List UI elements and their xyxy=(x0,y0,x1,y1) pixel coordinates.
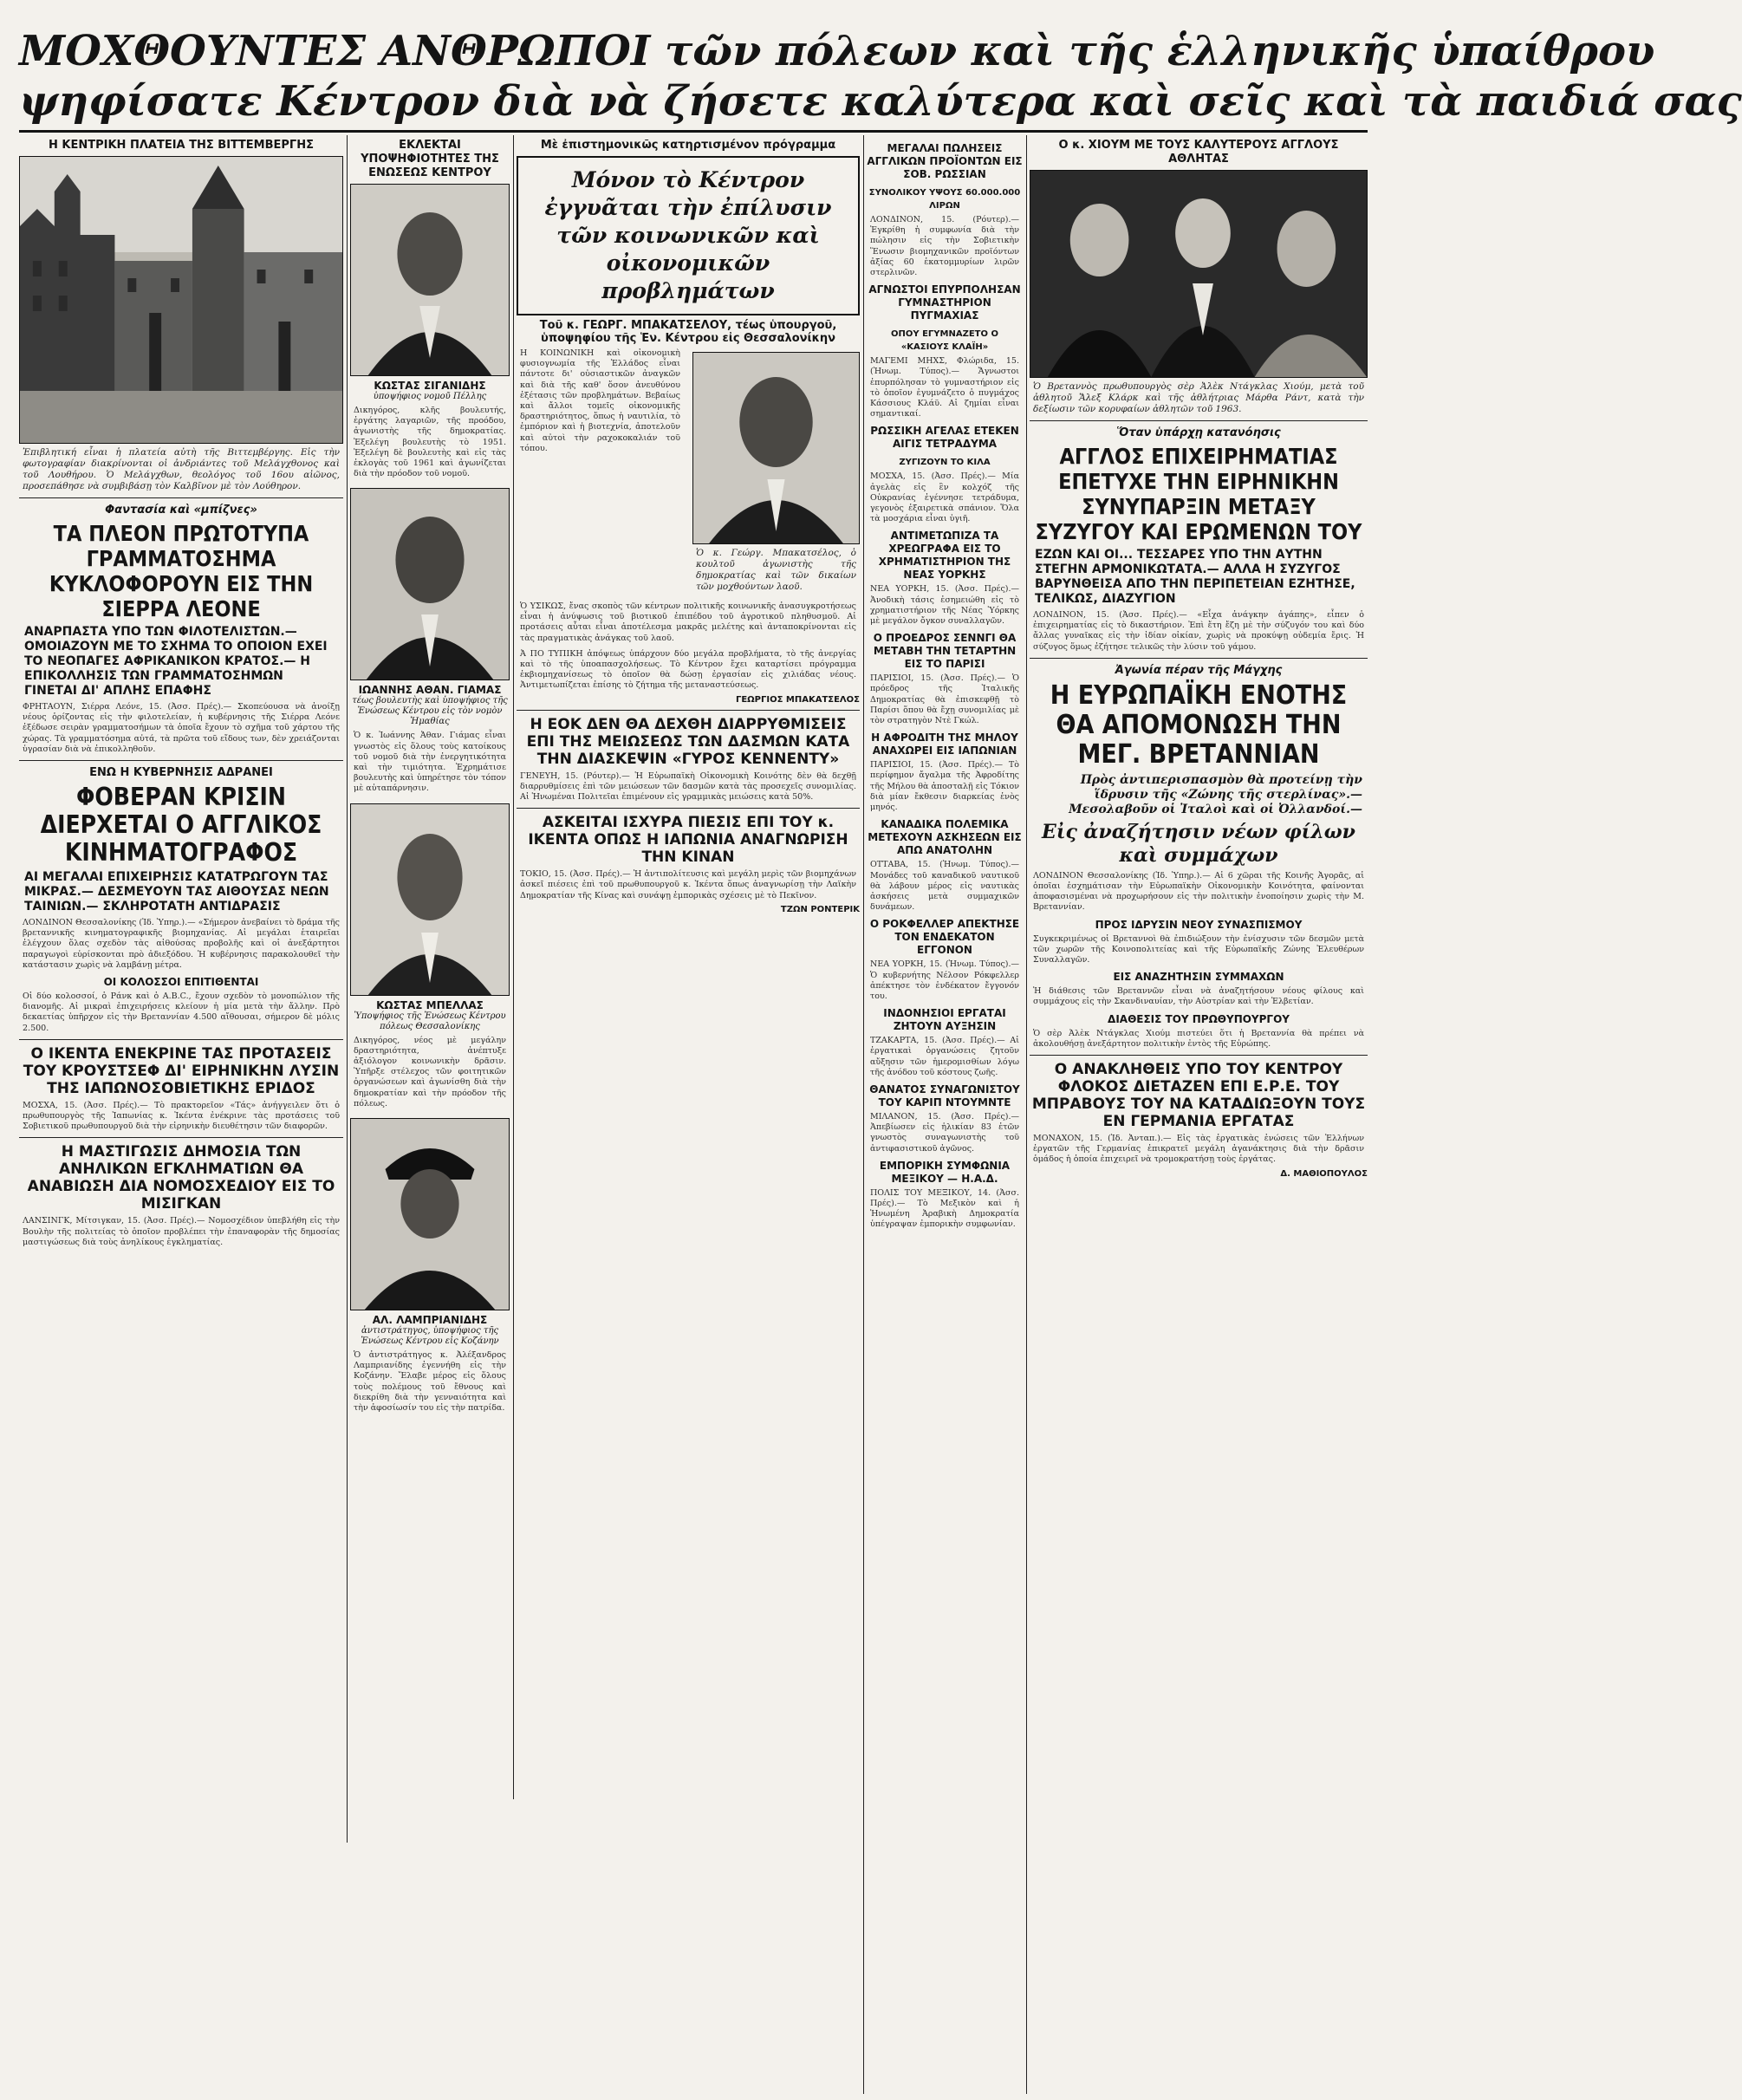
main-headline: Μόνον τὸ Κέντρον ἐγγυᾶται τὴν ἐπίλυσιν τῶν κοινωνικῶν καὶ οἰκονομικῶν προβλημάτων xyxy=(544,167,832,303)
candidate-name: ΚΩΣΤΑΣ ΣΙΓΑΝΙΔΗΣ xyxy=(374,380,486,392)
portrait-icon xyxy=(351,185,509,375)
indonesia-headline: ΙΝΔΟΝΗΣΙΟΙ ΕΡΓΑΤΑΙ ΖΗΤΟΥΝ ΑΥΞΗΣΙΝ xyxy=(883,1007,1006,1033)
eu-subhead-3: ΔΙΑΘΕΣΙΣ ΤΟΥ ΠΡΩΘΥΠΟΥΡΓΟΥ xyxy=(1108,1012,1290,1025)
candidate-photo xyxy=(350,803,510,996)
candidate-name: ΚΩΣΤΑΣ ΜΠΕΛΛΑΣ xyxy=(376,998,484,1011)
stamps-deck: ΑΝΑΡΠΑΣΤΑ ΥΠΟ ΤΩΝ ΦΙΛΟΤΕΛΙΣΤΩΝ.— ΟΜΟΙΑΖΟΥΝ ΜΕ ΤΟ ΣΧΗΜΑ ΤΟ ΟΠΟΙΟΝ ΕΧΕΙ ΤΟ ΝΕΟΠΑΓΕΣ ΑΦΡΙΚΑΝΙΚΟΝ ΚΡΑΤΟΣ.— Η ΕΠΙΚΟΛΛΗΣΙΣ ΤΩΝ ΓΡΑΜΜΑΤΟΣΗΜΩΝ ΓΙΝΕΤΑΙ ΔΙ' ΑΠΛΗΣ ΕΠΑΦΗΣ xyxy=(24,625,328,698)
candidate-body: Ὁ κ. Ἰωάννης Ἀθαν. Γιάμας εἶναι γνωστὸς εἰς ὅλους τοὺς κατοίκους τοῦ νομοῦ διὰ τὴν ἐνεργητικότητα καὶ τὴν τιμιότητα. Ἐχρημάτισε βουλευτὴς καὶ ὑπηρέτησε τὸν τόπον μὲ αὐταπάρνησιν. xyxy=(354,731,506,794)
wed-kicker: Ὅταν ὑπάρχῃ κατανόησις xyxy=(1116,426,1281,439)
mexico-headline: ΕΜΠΟΡΙΚΗ ΣΥΜΦΩΝΙΑ ΜΕΞΙΚΟΥ — Η.Α.Δ. xyxy=(879,1159,1011,1185)
eu-body-4: Ὁ σὲρ Ἀλὲκ Ντάγκλας Χιούμ πιστεύει ὅτι ἡ Βρεταννία θὰ πρέπει νὰ ἀκολουθήσῃ ἀνεξάρτητον πολιτικὴν ἐντὸς τῆς Εὐρώπης. xyxy=(1033,1028,1364,1049)
candidate-name: ΙΩΑΝΝΗΣ ΑΘΑΝ. ΓΙΑΜΑΣ xyxy=(358,684,502,697)
cow-subhead: ΖΥΓΙΖΟΥΝ ΤΟ ΚΙΛΑ xyxy=(899,458,991,468)
candidate-role: Ὑποψήφιος τῆς Ἑνώσεως Κέντρου πόλεως Θεσσαλονίκης xyxy=(354,1011,506,1031)
eu-subhead-1: ΠΡΟΣ ΙΔΡΥΣΙΝ ΝΕΟΥ ΣΥΝΑΣΠΙΣΜΟΥ xyxy=(1095,918,1303,931)
main-body-3: Ἀ ΠΟ ΤΥΠΙΚΗ ἀπόψεως ὑπάρχουν δύο μεγάλα προβλήματα, τὸ τῆς ἀνεργίας καὶ τὸ τῆς ὑποαπασχολήσεως. Τὸ Κέντρον ἔχει καταρτίσει πρόγραμμα ἐκβιομηχανίσεως τὸ ὁποῖον θὰ δώσῃ ἐργασίαν εἰς χιλιάδας νέους. Ἀντιμετωπίζεται ἐπίσης τὸ ζήτημα τῆς μεταναστεύσεως. xyxy=(520,648,856,691)
sov-body: ΛΟΝΔΙΝΟΝ, 15. (Ρόυτερ).— Ἐγκρίθη ἡ συμφωνία διὰ τὴν πώλησιν εἰς τὴν Σοβιετικὴν Ἕνωσιν βιομηχανικῶν προϊόντων ἀξίας 60 ἑκατομμυρίων λιρῶν στερλινῶν. xyxy=(870,215,1019,278)
michigan-headline: Η ΜΑΣΤΙΓΩΣΙΣ ΔΗΜΟΣΙΑ ΤΩΝ ΑΝΗΛΙΚΩΝ ΕΓΚΛΗΜΑΤΙΩΝ ΘΑ ΑΝΑΒΙΩΣΗ ΔΙΑ ΝΟΜΟΣΧΕΔΙΟΥ ΕΙΣ ΤΟ ΜΙΣΙΓΚΑΝ xyxy=(27,1143,335,1213)
stamps-headline: ΤΑ ΠΛΕΟΝ ΠΡΩΤΟΤΥΠΑ ΓΡΑΜΜΑΤΟΣΗΜΑ ΚΥΚΛΟΦΟΡΟΥΝ ΕΙΣ ΤΗΝ ΣΙΕΡΡΑ ΛΕΟΝΕ xyxy=(49,521,314,621)
kennedy-headline: Η ΕΟΚ ΔΕΝ ΘΑ ΔΕΧΘΗ ΔΙΑΡΡΥΘΜΙΣΕΙΣ ΕΠΙ ΤΗΣ ΜΕΙΩΣΕΩΣ ΤΩΝ ΔΑΣΜΩΝ ΚΑΤΑ ΤΗΝ ΔΙΑΣΚΕΨΙΝ «ΓΥΡΟΣ ΚΕΝΝΕΝΤΥ» xyxy=(526,715,850,768)
main-article-columns xyxy=(517,348,860,596)
china-signature: ΤΖΩΝ ΡΟΝΤΕΡΙΚ xyxy=(780,904,860,914)
rockefeller-headline: Ο ΡΟΚΦΕΛΛΕΡ ΑΠΕΚΤΗΣΕ ΤΟΝ ΕΝΔΕΚΑΤΟΝ ΕΓΓΟΝΟΝ xyxy=(869,918,1020,957)
aphrodite-headline: Η ΑΦΡΟΔΙΤΗ ΤΗΣ ΜΗΛΟΥ ΑΝΑΧΩΡΕΙ ΕΙΣ ΙΑΠΩΝΙΑΝ xyxy=(871,731,1018,757)
column-divider xyxy=(513,135,514,1799)
film-deck: ΑΙ ΜΕΓΑΛΑΙ ΕΠΙΧΕΙΡΗΣΙΣ ΚΑΤΑΤΡΩΓΟΥΝ ΤΑΣ ΜΙΚΡΑΣ.— ΔΕΣΜΕΥΟΥΝ ΤΑΣ ΑΙΘΟΥΣΑΣ ΝΕΩΝ ΤΑΙΝΙΩΝ.— ΣΚΛΗΡΟΤΑΤΗ ΑΝΤΙΔΡΑΣΙΣ xyxy=(24,870,329,914)
indonesia-body: ΤΖΑΚΑΡΤΑ, 15. (Ἀσσ. Πρές).— Αἱ ἐργατικαὶ ὀργανώσεις ζητοῦν αὔξησιν τῶν ἡμερομισθίων λόγω τῆς ἀνόδου τοῦ κόστους ζωῆς. xyxy=(870,1036,1019,1077)
home-photo-kicker: Ο κ. ΧΙΟΥΜ ΜΕ ΤΟΥΣ ΚΑΛΥΤΕΡΟΥΣ ΑΓΓΛΟΥΣ ΑΘΛΗΤΑΣ xyxy=(1058,139,1339,166)
main-body-2: Ὁ ΥΣΙΚΩΣ, ἔνας σκοπὸς τῶν κέντρων πολιτικῆς κοινωνικῆς ἀνασυγκροτήσεως εἶναι ἡ ἀνύψωσις τοῦ βιοτικοῦ ἐπιπέδου τοῦ ἀγροτικοῦ πληθυσμοῦ. Αἱ προτάσεις αὗται εἶναι ἀποτέλεσμα μακρᾶς μελέτης καὶ ἀνταποκρίνονται εἰς τὰς πραγματικὰς ἀνάγκας τοῦ λαοῦ. xyxy=(520,601,856,643)
banner-line-2: ψηφίσατε Κέντρον διὰ νὰ ζήσετε καλύτερα καὶ σεῖς καὶ τὰ παιδιά σας xyxy=(19,77,1742,126)
portrait-icon xyxy=(693,353,859,543)
candidate-name: ΑΛ. ΛΑΜΠΡΙΑΝΙΔΗΣ xyxy=(372,1314,488,1327)
gym-headline: ΑΓΝΩΣΤΟΙ ΕΠΥΡΠΟΛΗΣΑΝ ΓΥΜΝΑΣΤΗΡΙΟΝ ΠΥΓΜΑΧΙΑΣ xyxy=(868,283,1021,322)
column-2 xyxy=(350,137,510,1801)
aphrodite-body: ΠΑΡΙΣΙΟΙ, 15. (Ἀσσ. Πρές).— Τὸ περίφημον ἄγαλμα τῆς Ἀφροδίτης τῆς Μήλου θὰ ἀποσταλῇ εἰς Τόκιον διὰ μίαν ἔκθεσιν διαρκείας ἑνὸς μηνός. xyxy=(870,760,1019,813)
eu-body: ΛΟΝΔΙΝΟΝ Θεσσαλονίκης (Ἰδ. Ὑπηρ.).— Αἱ 6 χῶραι τῆς Κοινῆς Ἀγορᾶς, αἱ ὁποῖαι ἐσχημάτισαν τὴν Εὐρωπαϊκὴν Οἰκονομικὴν Κοινότητα, φαίνονται ἀποφασισμέναι νὰ προχωρήσουν εἰς τὴν πολιτικὴν ἑνοποίησιν χωρὶς τὴν Μ. Βρεταννίαν. xyxy=(1033,870,1364,913)
wittenberg-square-image xyxy=(20,157,342,443)
eu-subhead-2: ΕΙΣ ΑΝΑΖΗΤΗΣΙΝ ΣΥΜΜΑΧΩΝ xyxy=(1113,971,1284,984)
candidate-role: τέως βουλευτὴς καὶ ὑποψήφιος τῆς Ἑνώσεως Κέντρου εἰς τὸν νομὸν Ἡμαθίας xyxy=(352,696,508,727)
kennedy-body: ΓΕΝΕΥΗ, 15. (Ρόυτερ).— Ἡ Εὐρωπαϊκὴ Οἰκονομικὴ Κοινότης δὲν θὰ δεχθῇ διαρρυθμίσεις ἐπὶ τῶν μειώσεων τῶν δασμῶν κατὰ τὰς προσεχεῖς συνομιλίας. Αἱ Ἡνωμέναι Πολιτεῖαι ἐπιμένουν εἰς γραμμικὰς μειώσεις κατὰ 50%. xyxy=(520,770,856,803)
column-divider xyxy=(863,135,864,2094)
banner-rule xyxy=(19,130,1368,133)
flock-signature: Δ. ΜΑΘΙΟΠΟΥΛΟΣ xyxy=(1280,1168,1368,1179)
film-body-2: Οἱ δύο κολοσσοί, ὁ Ράνκ καὶ ὁ A.B.C., ἔχουν σχεδὸν τὸ μονοπώλιον τῆς διανομῆς. Αἱ μικραὶ ἐπιχειρήσεις κλείουν ἡ μία μετὰ τὴν ἄλλην. Πρὸ δεκαετίας ὑπῆρχον εἰς τὴν Βρεταννίαν 4.500 αἴθουσαι, σήμερον δὲ μόλις 2.500. xyxy=(23,991,340,1033)
candidate-photo xyxy=(350,1118,510,1310)
banner-line-1: ΜΟΧΘΟΥΝΤΕΣ ΑΝΘΡΩΠΟΙ τῶν πόλεων καὶ τῆς ἑλληνικῆς ὑπαίθρου xyxy=(19,27,1655,75)
cow-body: ΜΟΣΧΑ, 15. (Ἀσσ. Πρές).— Μία ἀγελὰς εἰς ἓν κολχόζ τῆς Οὐκρανίας ἐγέννησε τετράδυμα, γεγονὸς ἐξαιρετικὰ σπάνιον. Ὅλα τὰ μοσχάρια εἶναι ὑγιῆ. xyxy=(870,471,1019,524)
canada-headline: ΚΑΝΑΔΙΚΑ ΠΟΛΕΜΙΚΑ ΜΕΤΕΧΟΥΝ ΑΣΚΗΣΕΩΝ ΕΙΣ ΑΠΩ ΑΝΑΤΟΛΗΝ xyxy=(868,818,1022,857)
eu-headline: Η ΕΥΡΩΠΑΪΚΗ ΕΝΟΤΗΣ ΘΑ ΑΠΟΜΟΝΩΣΗ ΤΗΝ ΜΕΓ. ΒΡΕΤΑΝΝΙΑΝ xyxy=(1050,679,1348,770)
portrait-icon xyxy=(351,489,509,679)
candidate-photo xyxy=(350,488,510,680)
china-headline: ΑΣΚΕΙΤΑΙ ΙΣΧΥΡΑ ΠΙΕΣΙΣ ΕΠΙ ΤΟΥ κ. ΙΚΕΝΤΑ ΟΠΩΣ Η ΙΑΠΩΝΙΑ ΑΝΑΓΝΩΡΙΣΗ ΤΗΝ ΚΙΝΑΝ xyxy=(528,814,848,867)
eu-deck: Πρὸς ἀντιπερισπασμὸν θὰ προτείνῃ τὴν ἵδρυσιν τῆς «Ζώνης τῆς στερλίνας».— Μεσολαβοῦν οἱ Ἰταλοὶ καὶ οἱ Ὀλλανδοί.— xyxy=(1069,772,1362,816)
film-headline: ΦΟΒΕΡΑΝ ΚΡΙΣΙΝ ΔΙΕΡΧΕΤΑΙ Ο ΑΓΓΛΙΚΟΣ ΚΙΝΗΜΑΤΟΓΡΑΦΟΣ xyxy=(40,783,322,868)
senni-headline: Ο ΠΡΟΕΔΡΟΣ ΣΕΝΝΓΙ ΘΑ ΜΕΤΑΒΗ ΤΗΝ ΤΕΤΑΡΤΗΝ ΕΙΣ ΤΟ ΠΑΡΙΣΙ xyxy=(873,632,1017,671)
column-divider xyxy=(347,135,348,1843)
rockefeller-body: ΝΕΑ ΥΟΡΚΗ, 15. (Ἡνωμ. Τύπος).— Ὁ κυβερνήτης Νέλσον Ρόκφελλερ ἀπέκτησε τὸν ἑνδέκατον ἔγγονόν του. xyxy=(870,959,1019,1001)
portrait-icon xyxy=(351,1119,509,1310)
photo-kicker: Η ΚΕΝΤΡΙΚΗ ΠΛΑΤΕΙΑ ΤΗΣ ΒΙΤΤΕΜΒΕΡΓΗΣ xyxy=(49,139,314,152)
market-headline: ΑΝΤΙΜΕΤΩΠΙΖΑ ΤΑ ΧΡΕΩΓΡΑΦΑ ΕΙΣ ΤΟ ΧΡΗΜΑΤΙΣΤΗΡΙΟΝ ΤΗΣ ΝΕΑΣ ΥΟΡΚΗΣ xyxy=(878,530,1011,582)
stamps-body: ΦΡΗΤΑΟΥΝ, Σιέρρα Λεόνε, 15. (Ἀσσ. Πρές).— Σκοπεύουσα νὰ ἀνοίξῃ νέους ὁρίζοντας εἰς τὴν φιλοτελείαν, ἡ κυβέρνησις τῆς Σιέρρα Λεόνε ἐξέδωσε σειρὰν γραμματοσήμων τὰ ὁποῖα ἔχουν τὸ σχῆμα τοῦ χάρτου τῆς χώρας. Τὰ γραμματόσημα αὐτά, τὰ πρῶτα τοῦ εἴδους των, δὲν χρειάζονται ὑγρασίαν διὰ νὰ ἐπικολληθοῦν. xyxy=(23,702,340,754)
michigan-body: ΛΑΝΣΙΝΓΚ, Μίτσιγκαν, 15. (Ἀσσ. Πρές).— Νομοσχέδιον ὑπεβλήθη εἰς τὴν Βουλὴν τῆς πολιτείας τὸ ὁποῖον προβλέπει τὴν ἐπαναφορὰν τῆς δημοσίας μαστιγώσεως διὰ τοὺς ἀνηλίκους ἐγκληματίας. xyxy=(23,1216,340,1247)
death-headline: ΘΑΝΑΤΟΣ ΣΥΝΑΓΩΝΙΣΤΟΥ ΤΟΥ ΚΑΡΙΠ ΝΤΟΥΜΝΤΕ xyxy=(869,1083,1020,1109)
ikeda-body: ΜΟΣΧΑ, 15. (Ἀσσ. Πρές).— Τὸ πρακτορεῖον «Τάς» ἀνήγγειλεν ὅτι ὁ πρωθυπουργὸς τῆς Ἰαπωνίας κ. Ἰκέντα ἐνέκρινε τὰς προτάσεις τοῦ Σοβιετικοῦ πρωθυπουργοῦ διὰ τὴν εἰρηνικὴν διευθέτησιν τῶν διαφορῶν. xyxy=(23,1100,340,1132)
market-body: ΝΕΑ ΥΟΡΚΗ, 15. (Ἀσσ. Πρές).— Ἀνοδικὴ τάσις ἐσημειώθη εἰς τὸ χρηματιστήριον τῆς Νέας Ὑόρκης μὲ μεγάλον ὄγκον συναλλαγῶν. xyxy=(870,584,1019,627)
wed-deck: ΕΖΩΝ ΚΑΙ ΟΙ... ΤΕΣΣΑΡΕΣ ΥΠΟ ΤΗΝ ΑΥΤΗΝ ΣΤΕΓΗΝ ΑΡΜΟΝΙΚΩΤΑΤΑ.— ΑΛΛΑ Η ΣΥΖΥΓΟΣ ΒΑΡΥΝΘΕΙΣΑ ΑΠΟ ΤΗΝ ΠΕΡΙΠΕΤΕΙΑΝ ΕΖΗΤΗΣΕ, ΤΕΛΙΚΩΣ, ΔΙΑΖΥΓΙΟΝ xyxy=(1035,548,1355,606)
candidate-body: Ὁ ἀντιστράτηγος κ. Ἀλέξανδρος Λαμπριανίδης ἐγεννήθη εἰς τὴν Κοζάνην. Ἔλαβε μέρος εἰς ὅλους τοὺς πολέμους τοῦ ἔθνους καὶ διεκρίθη διὰ τὴν γενναιότητα καὶ τὴν ἀφοσίωσίν του εἰς τὴν πατρίδα. xyxy=(354,1350,506,1414)
wittenberg-photo xyxy=(19,156,343,444)
home-athletes-photo xyxy=(1030,170,1368,378)
gym-subhead: ΟΠΟΥ ΕΓΥΜΝΑΖΕΤΟ Ο «ΚΑΣΙΟΥΣ ΚΛΑΪΗ» xyxy=(891,329,998,353)
candidate-photo xyxy=(350,184,510,376)
stamps-kicker: Φαντασία καὶ «μπίζνες» xyxy=(105,504,257,517)
sov-subhead: ΣΥΝΟΛΙΚΟΥ ΥΨΟΥΣ 60.000.000 ΛΙΡΩΝ xyxy=(868,188,1021,211)
column-3 xyxy=(517,137,860,2096)
portrait-icon xyxy=(351,804,509,995)
sov-headline: ΜΕΓΑΛΑΙ ΠΩΛΗΣΕΙΣ ΑΓΓΛΙΚΩΝ ΠΡΟΪΟΝΤΩΝ ΕΙΣ ΣΟΒ. ΡΩΣΣΙΑΝ xyxy=(867,142,1023,180)
eu-body-3: Ἡ διάθεσις τῶν Βρεταννῶν εἶναι νὰ ἀναζητήσουν νέους φίλους καὶ συμμάχους εἰς τὴν Σκανδιναυίαν, τὴν Αὐστρίαν καὶ τὴν Ἑλβετίαν. xyxy=(1033,986,1364,1007)
candidate-role: ὑποψήφιος νομοῦ Πέλλης xyxy=(373,392,487,401)
main-signature: ΓΕΩΡΓΙΟΣ ΜΠΑΚΑΤΣΕΛΟΣ xyxy=(735,694,860,705)
flock-body: ΜΟΝΑΧΟΝ, 15. (Ἰδ. Ἀνταπ.).— Εἰς τὰς ἐργατικὰς ἑνώσεις τῶν Ἑλλήνων ἐργατῶν τῆς Γερμανίας ἐπικρατεῖ μεγάλη ἀγανάκτησις διὰ τὴν δρᾶσιν ὁμάδος ἡ ὁποία ἐπιχειρεῖ νὰ τρομοκρατήσῃ τοὺς ἐργάτας. xyxy=(1033,1134,1364,1165)
bakatselos-caption: Ὁ κ. Γεώργ. Μπακατσέλος, ὁ κουλτοῦ ἀγωνιστὴς τῆς δημοκρατίας καὶ τῶν δικαίων τῶν μοχθούντων λαοῦ. xyxy=(696,548,856,592)
mexico-body: ΠΟΛΙΣ ΤΟΥ ΜΕΞΙΚΟΥ, 14. (Ἀσσ. Πρές).— Τὸ Μεξικὸν καὶ ἡ Ἡνωμένη Ἀραβικὴ Δημοκρατία ὑπέγραψαν ἐμπορικὴν συμφωνίαν. xyxy=(870,1187,1019,1230)
candidate-body: Δικηγόρος, κλῆς βουλευτής, ἐργάτης λαγαριῶν, τῆς προόδου, ἀγωνιστὴς τῆς δημοκρατίας. Ἐξελέγη βουλευτὴς τὸ 1951. Ἐξελέγη δὲ βουλευτὴς καὶ εἰς τὰς ἐκλογὰς τοῦ 1961 καὶ ἀγωνίζεται διὰ τὴν πρόοδον τοῦ νομοῦ. xyxy=(354,406,506,479)
wed-body: ΛΟΝΔΙΝΟΝ, 15. (Ἀσσ. Πρές).— «Εἶχα ἀνάγκην ἀγάπης», εἶπεν ὁ ἐπιχειρηματίας εἰς τὸ δικαστήριον. Ἐπὶ ἔτη ἔζη μὲ τὴν σύζυγόν του καὶ δύο ἄλλας γυναῖκας εἰς τὴν ἰδίαν οἰκίαν, χωρὶς νὰ προκύψῃ οὐδεμία ἔρις. Ἡ σύζυγος ὅμως ἐζήτησε τελικῶς τὴν λύσιν τοῦ γάμου. xyxy=(1033,610,1364,652)
gym-body: ΜΑΓΕΜΙ ΜΗΧΣ, Φλώριδα, 15. (Ἡνωμ. Τύπος).— Ἄγνωστοι ἐπυρπόλησαν τὸ γυμναστήριον εἰς τὸ ὁποῖον ἐγυμνάζετο ὁ πυγμάχος Κάσσιους Κλάϋ. Αἱ ζημίαι εἶναι σημαντικαί. xyxy=(870,356,1019,419)
film-kicker: ΕΝΩ Η ΚΥΒΕΡΝΗΣΙΣ ΑΔΡΑΝΕΙ xyxy=(89,766,273,780)
main-body-1: Η ΚΟΙΝΩΝΙΚΗ καὶ οἰκονομικὴ φυσιογνωμία τῆς Ἑλλάδος εἶναι πάντοτε δι' οὐσιαστικῶν ἀναγκῶν καὶ διὰ τῆς καθ' ὅσον ἀνευθύνου ἐξέτασις τῶν προβλημάτων. Βεβαίως καὶ ἄλλοι τομεῖς οἰκονομικῆς δραστηριότητος, ὅπως ἡ ναυτιλία, τὸ ἐμπόριον καὶ ἡ βιοτεχνία, ἀποτελοῦν καὶ αὐτοὶ τὴν ραχοκοκαλιάν τοῦ τόπου. xyxy=(520,348,680,453)
china-body: ΤΟΚΙΟ, 15. (Ἀσσ. Πρές).— Ἡ ἀντιπολίτευσις καὶ μεγάλη μερὶς τῶν βιομηχάνων ἀσκεῖ πιέσεις ἐπὶ τοῦ πρωθυπουργοῦ κ. Ἰκέντα ὅπως ἀναγνωρίσῃ τὴν Λαϊκὴν Δημοκρατίαν τῆς Κίνας καὶ συνάψῃ ἐμπορικὰς σχέσεις μὲ τὸ Πεκῖνον. xyxy=(520,869,856,900)
column-5 xyxy=(1030,137,1368,2096)
cow-headline: ΡΩΣΣΙΚΗ ΑΓΕΛΑΣ ΕΤΕΚΕΝ ΑΙΓΙΣ ΤΕΤΡΑΔΥΜΑ xyxy=(870,425,1019,451)
main-headline-box xyxy=(517,156,860,315)
main-byline: Τοῦ κ. ΓΕΩΡΓ. ΜΠΑΚΑΤΣΕΛΟΥ, τέως ὑπουργοῦ, ὑποψηφίου τῆς Ἑν. Κέντρου εἰς Θεσσαλονίκην xyxy=(539,319,837,345)
film-subhead: ΟΙ ΚΟΛΟΣΣΟΙ ΕΠΙΤΙΘΕΝΤΑΙ xyxy=(103,976,259,989)
wed-headline: ΑΓΓΛΟΣ ΕΠΙΧΕΙΡΗΜΑΤΙΑΣ ΕΠΕΤΥΧΕ ΤΗΝ ΕΙΡΗΝΙΚΗΝ ΣΥΝΥΠΑΡΞΙΝ ΜΕΤΑΞΥ ΣΥΖΥΓΟΥ ΚΑΙ ΕΡΩΜΕΝΩΝ ΤΟΥ xyxy=(1035,444,1362,544)
senni-body: ΠΑΡΙΣΙΟΙ, 15. (Ἀσσ. Πρές).— Ὁ πρόεδρος τῆς Ἰταλικῆς Δημοκρατίας θὰ ἐπισκεφθῇ τὸ Παρίσι ὅπου θὰ ἔχῃ συνομιλίας μὲ τὸν στρατηγὸν Ντὲ Γκώλ. xyxy=(870,673,1019,726)
main-kicker: Μὲ ἐπιστημονικῶς κατηρτισμένον πρόγραμμα xyxy=(540,139,836,152)
eu-body-2: Συγκεκριμένως οἱ Βρεταννοὶ θὰ ἐπιδιώξουν τὴν ἐνίσχυσιν τῶν δεσμῶν μετὰ τῶν χωρῶν τῆς Κοινοπολιτείας καὶ τῆς Εὐρωπαϊκῆς Ζώνης Ἐλευθέρων Συναλλαγῶν. xyxy=(1033,933,1364,965)
photo-caption: Ἐπιβλητική εἶναι ἡ πλατεία αὐτὴ τῆς Βιττεμβέργης. Εἰς τὴν φωτογραφίαν διακρίνονται οἱ ἀνδριάντες τοῦ Μελάγχθονος καὶ τοῦ Λουθήρου. Ὁ Μελάγχθων, θεολόγος τοῦ 16ου αἰῶνος, προσεπάθησε νὰ συμβιβάσῃ τὸν Καλβῖνον μὲ τὸν Λούθηρον. xyxy=(23,447,340,491)
film-body: ΛΟΝΔΙΝΟΝ Θεσσαλονίκης (Ἰδ. Ὑπηρ.).— «Σήμερον ἀνεβαίνει τὸ δράμα τῆς βρεταννικῆς κινηματογραφικῆς βιομηχανίας. Αἱ μεγάλαι ἑταιρεῖαι ἐλέγχουν ὅλας σχεδὸν τὰς αἰθούσας προβολῆς καὶ οἱ ἀνεξάρτητοι παραγωγοὶ εὑρίσκονται πρὸ ἀδιεξόδου. Ἡ κυβέρνησις παρακολουθεῖ τὴν κατάστασιν χωρὶς νὰ λαμβάνῃ μέτρα. xyxy=(23,918,340,970)
column-1 xyxy=(19,137,343,2096)
candidate-role: ἀντιστράτηγος, ὑποψήφιος τῆς Ἑνώσεως Κέντρου εἰς Κοζάνην xyxy=(361,1326,499,1347)
eu-kicker: Ἀγωνία πέραν τῆς Μάγχης xyxy=(1115,663,1283,677)
home-photo-caption: Ὁ Βρεταννὸς πρωθυπουργὸς σὲρ Ἀλὲκ Ντάγκλας Χιούμ, μετὰ τοῦ ἀθλητοῦ Ἄλεξ Κλάρκ καὶ τῆς ἀθλήτριας Μάρθα Ράντ, κατὰ τὴν δεξίωσιν τῶν κορυφαίων ἀθλητῶν τοῦ 1963. xyxy=(1033,381,1364,414)
column-4 xyxy=(867,137,1023,2096)
canada-body: ΟΤΤΑΒΑ, 15. (Ἡνωμ. Τύπος).— Μονάδες τοῦ καναδικοῦ ναυτικοῦ θὰ λάβουν μέρος εἰς ναυτικὰς ἀσκήσεις μετὰ συμμαχικῶν δυνάμεων. xyxy=(870,860,1019,913)
banner xyxy=(19,26,1742,127)
death-body: ΜΙΛΑΝΟΝ, 15. (Ἀσσ. Πρές).— Ἀπεβίωσεν εἰς ἡλικίαν 83 ἐτῶν γνωστὸς συναγωνιστὴς τοῦ ἀντιφασιστικοῦ ἀγῶνος. xyxy=(870,1111,1019,1154)
eu-italic-headline: Εἰς ἀναζήτησιν νέων φίλων καὶ συμμάχων xyxy=(1042,820,1355,867)
column-divider xyxy=(1026,135,1027,2094)
flock-headline: Ο ΑΝΑΚΛΗΘΕΙΣ ΥΠΟ ΤΟΥ ΚΕΝΤΡΟΥ ΦΛΟΚΟΣ ΔΙΕΤΑΖΕΝ ΕΠΙ Ε.Ρ.Ε. ΤΟΥ ΜΠΡΑΒΟΥΣ ΤΟΥ ΝΑ ΚΑΤΑΔΙΩΞΟΥΝ ΤΟΥΣ ΕΝ ΓΕΡΜΑΝΙΑ ΕΡΓΑΤΑΣ xyxy=(1031,1061,1366,1131)
athletes-image xyxy=(1030,171,1367,377)
bakatselos-photo xyxy=(692,352,860,544)
candidates-kicker: ΕΚΛΕΚΤΑΙ ΥΠΟΨΗΦΙΟΤΗΤΕΣ ΤΗΣ ΕΝΩΣΕΩΣ ΚΕΝΤΡΟΥ xyxy=(361,139,499,179)
ikeda-headline: Ο ΙΚΕΝΤΑ ΕΝΕΚΡΙΝΕ ΤΑΣ ΠΡΟΤΑΣΕΙΣ ΤΟΥ ΚΡΟΥΣΤΣΕΦ ΔΙ' ΕΙΡΗΝΙΚΗΝ ΛΥΣΙΝ ΤΗΣ ΙΑΠΩΝΟΣΟΒΙΕΤΙΚΗΣ ΕΡΙΔΟΣ xyxy=(23,1044,340,1097)
candidate-body: Δικηγόρος, νέος μὲ μεγάλην δραστηριότητα, ἀνέπτυξε ἀξιόλογον κοινωνικὴν δρᾶσιν. Ὑπῆρξε στέλεχος τῶν φοιτητικῶν ὀργανώσεων καὶ ἀγωνίσθη διὰ τὴν δημοκρατίαν καὶ τὴν πρόοδον τῆς πόλεως. xyxy=(354,1035,506,1109)
